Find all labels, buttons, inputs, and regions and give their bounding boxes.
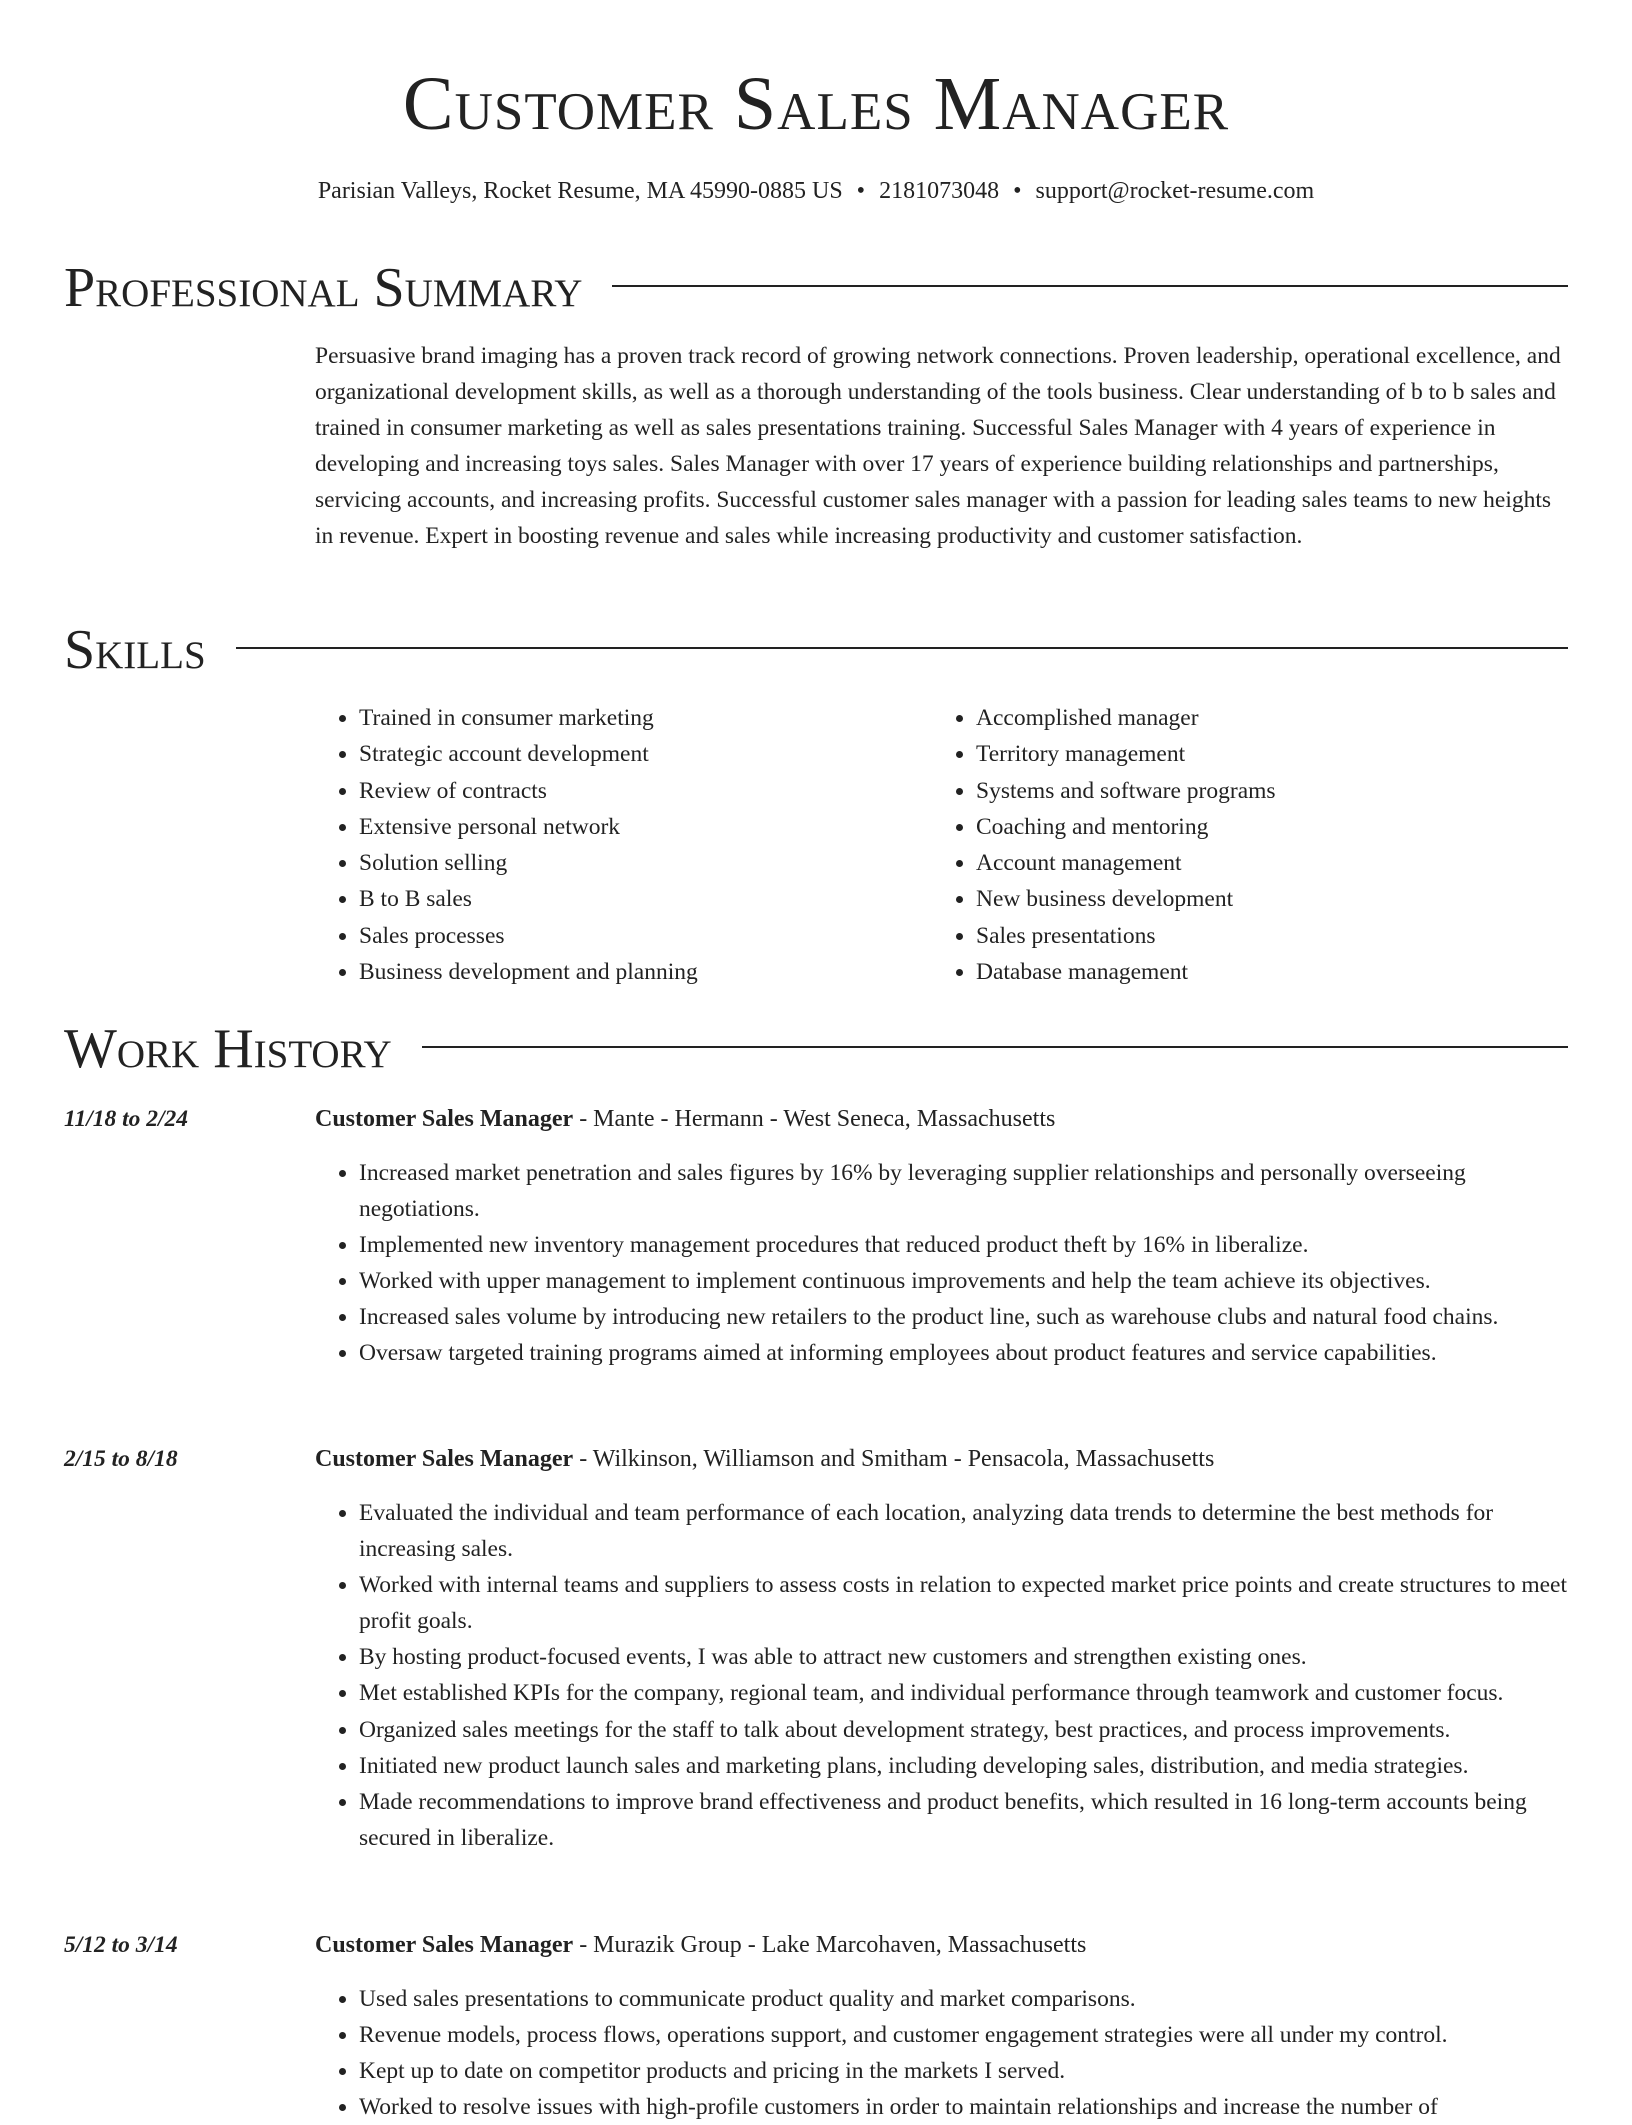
contact-address: Parisian Valleys, Rocket Resume, MA 45990-0885 US xyxy=(317,178,843,204)
job-title-line xyxy=(315,1927,1568,1963)
work-section-header xyxy=(64,1017,1568,1081)
contact-email: support@rocket-resume.com xyxy=(1035,178,1315,204)
job-company-location: - Murazik Group - Lake Marcohaven, Massachusetts xyxy=(573,1932,1087,1958)
job-bullet: • Worked to resolve issues with high-profile customers in order to maintain relationships and increase the number of xyxy=(359,2089,1568,2125)
job-bullet: • Met established KPIs for the company, regional team, and individual performance through teamwork and customer focus. xyxy=(359,1675,1568,1711)
job-title: Customer Sales Manager xyxy=(315,1932,574,1958)
job-bullet: • Increased sales volume by introducing new retailers to the product line, such as warehouse clubs and natural food chains. xyxy=(359,1299,1568,1335)
summary-section-header xyxy=(64,256,1568,320)
job-bullet: • Worked with internal teams and suppliers to assess costs in relation to expected market price points and create structures to meet profit goals. xyxy=(359,1567,1568,1639)
skills-column-left xyxy=(315,700,932,990)
skills-list xyxy=(315,700,1568,990)
job-title: Customer Sales Manager xyxy=(315,1446,574,1472)
job-company-location: - Wilkinson, Williamson and Smitham - Pensacola, Massachusetts xyxy=(573,1446,1215,1472)
summary-text: Persuasive brand imaging has a proven track record of growing network connections. Proven leadership, operational excellence, and organizational development skills, as well as a thorough understanding of the tools business. Clear understanding of b to b sales and trained in consumer marketing as well as sales presentations training. Successful Sales Manager with 4 years of experience in developing and increasing toys sales. Sales Manager with over 17 years of experience building relationships and partnerships, servicing accounts, and increasing profits. Successful customer sales manager with a passion for leading sales teams to new heights in revenue. Expert in boosting revenue and sales while increasing productivity and customer satisfaction. xyxy=(315,343,1561,549)
contact-line xyxy=(64,174,1568,208)
skills-column-right xyxy=(932,700,1549,990)
skill-item: • Accomplished manager xyxy=(976,700,1549,736)
job-title-line xyxy=(315,1441,1568,1477)
skill-item: • Coaching and mentoring xyxy=(976,809,1549,845)
job-company-location: - Mante - Hermann - West Seneca, Massachusetts xyxy=(573,1106,1056,1132)
skill-item: • Extensive personal network xyxy=(359,809,932,845)
skill-item: • New business development xyxy=(976,881,1549,917)
skill-item: • Solution selling xyxy=(359,845,932,881)
skill-item: • Systems and software programs xyxy=(976,773,1549,809)
skill-item: • B to B sales xyxy=(359,881,932,917)
job-bullets xyxy=(315,1495,1568,1856)
job-bullet: • Initiated new product launch sales and marketing plans, including developing sales, distribution, and media strategies. xyxy=(359,1748,1568,1784)
job-bullets xyxy=(315,1981,1568,2125)
contact-separator: • xyxy=(1013,178,1022,204)
job-bullet: • Worked with upper management to implement continuous improvements and help the team achieve its objectives. xyxy=(359,1263,1568,1299)
section-divider xyxy=(612,285,1568,287)
job-bullet: • Evaluated the individual and team performance of each location, analyzing data trends to determine the best methods for increasing sales. xyxy=(359,1495,1568,1567)
skill-item: • Sales processes xyxy=(359,918,932,954)
job-bullet: • Made recommendations to improve brand effectiveness and product benefits, which resulted in 16 long-term accounts being secured in liberalize. xyxy=(359,1784,1568,1856)
resume-name: Customer Sales Manager xyxy=(402,62,1230,146)
skill-item: • Database management xyxy=(976,954,1549,990)
job-dates: 11/18 to 2/24 xyxy=(64,1106,189,1132)
job-bullet: • Used sales presentations to communicate product quality and market comparisons. xyxy=(359,1981,1568,2017)
skill-item: • Strategic account development xyxy=(359,736,932,772)
skill-item: • Business development and planning xyxy=(359,954,932,990)
skill-item: • Territory management xyxy=(976,736,1549,772)
skills-heading: Skills xyxy=(64,619,206,681)
skill-item: • Account management xyxy=(976,845,1549,881)
skills-section-header xyxy=(64,618,1568,682)
job-bullet: • Increased market penetration and sales figures by 16% by leveraging supplier relationships and personally overseeing negotiations. xyxy=(359,1155,1568,1227)
job-title: Customer Sales Manager xyxy=(315,1106,574,1132)
summary-heading: Professional Summary xyxy=(64,257,583,319)
skill-item: • Trained in consumer marketing xyxy=(359,700,932,736)
skill-item: • Review of contracts xyxy=(359,773,932,809)
job-bullets xyxy=(315,1155,1568,1372)
contact-separator: • xyxy=(856,178,866,204)
contact-phone: 2181073048 xyxy=(879,178,1000,204)
job-dates: 5/12 to 3/14 xyxy=(64,1932,178,1958)
work-heading: Work History xyxy=(64,1018,392,1080)
job-bullet: • By hosting product-focused events, I was able to attract new customers and strengthen existing ones. xyxy=(359,1639,1568,1675)
section-divider xyxy=(236,647,1568,649)
job-bullet: • Revenue models, process flows, operations support, and customer engagement strategies were all under my control. xyxy=(359,2017,1568,2053)
job-dates: 2/15 to 8/18 xyxy=(64,1446,178,1472)
section-divider xyxy=(422,1046,1568,1048)
job-bullet: • Kept up to date on competitor products and pricing in the markets I served. xyxy=(359,2053,1568,2089)
job-bullet: • Oversaw targeted training programs aimed at informing employees about product features and service capabilities. xyxy=(359,1335,1568,1371)
job-bullet: • Organized sales meetings for the staff to talk about development strategy, best practices, and process improvements. xyxy=(359,1712,1568,1748)
job-title-line xyxy=(315,1101,1568,1137)
job-bullet: • Implemented new inventory management procedures that reduced product theft by 16% in liberalize. xyxy=(359,1227,1568,1263)
skill-item: • Sales presentations xyxy=(976,918,1549,954)
